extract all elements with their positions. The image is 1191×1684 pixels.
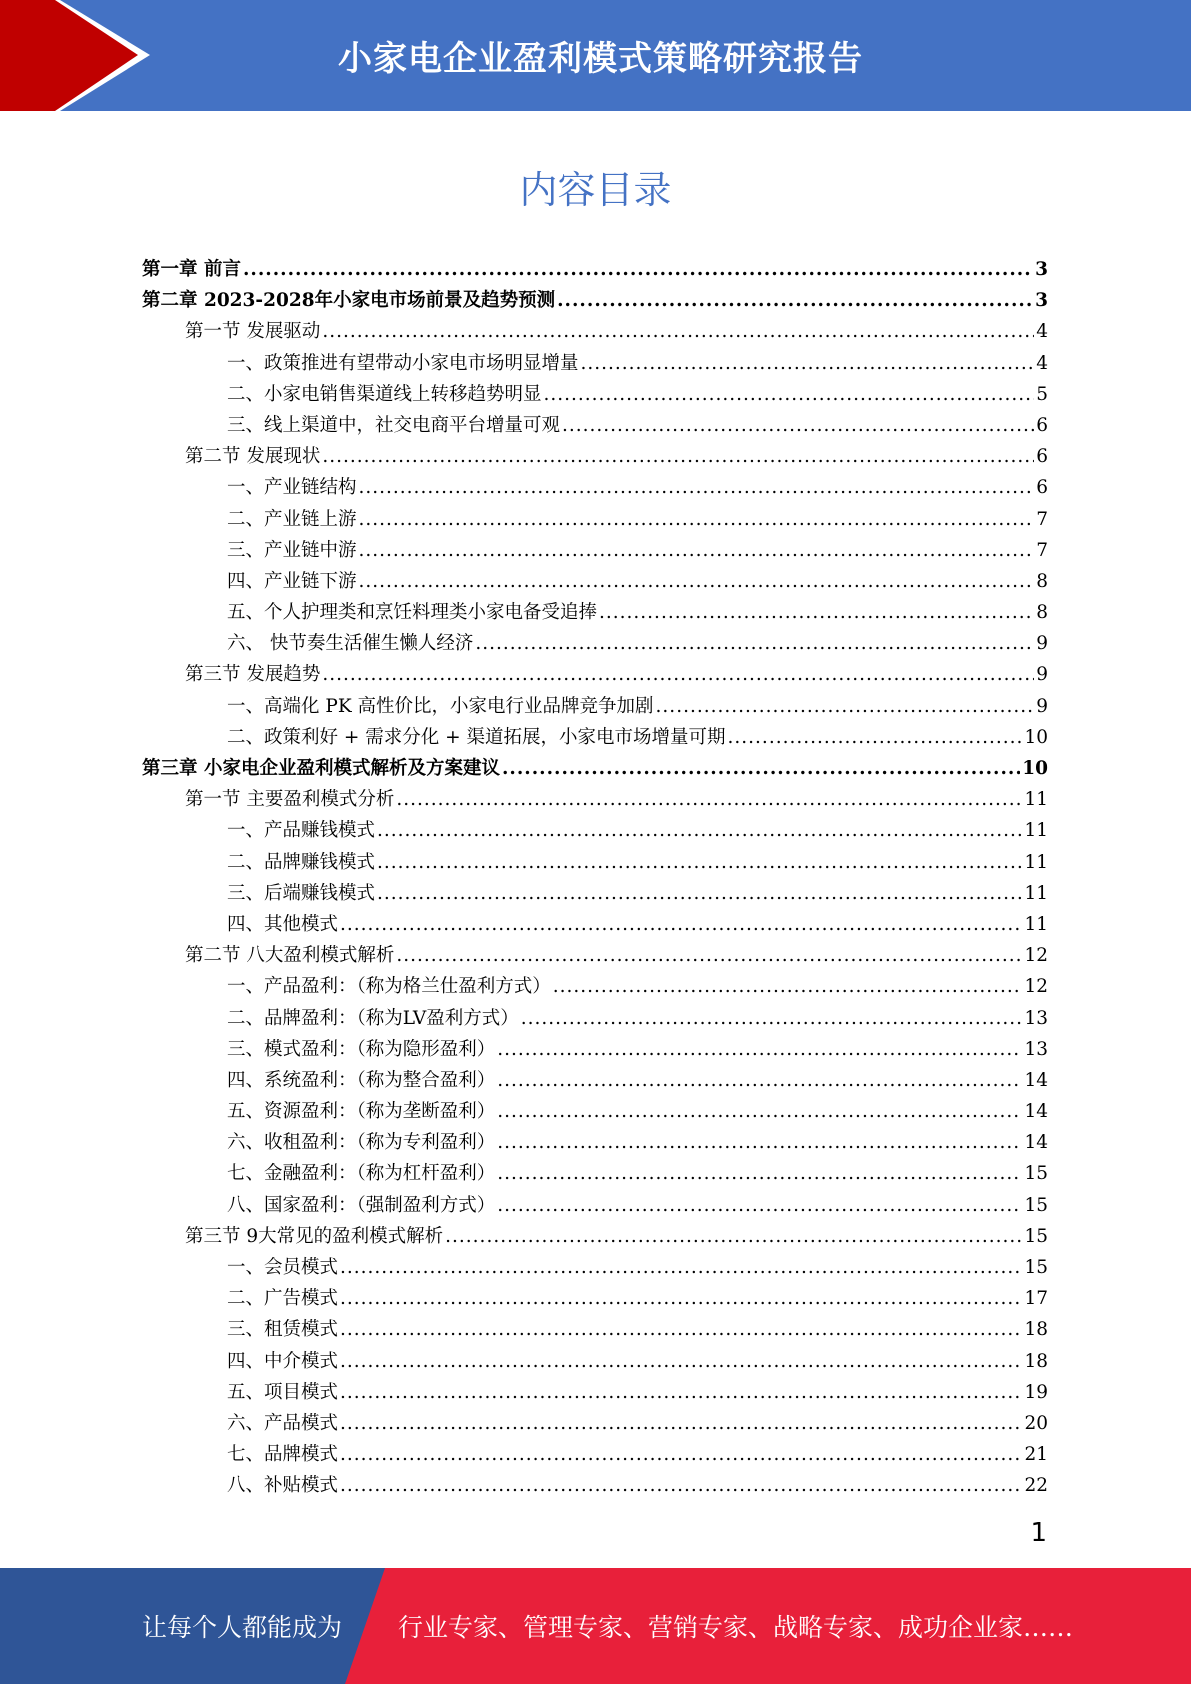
toc-entry[interactable] <box>142 535 1048 566</box>
toc-entry-text: 四、系统盈利：（称为整合盈利） <box>227 1069 496 1091</box>
toc-entry-text: 一、产品盈利：（称为格兰仕盈利方式） <box>227 976 551 998</box>
toc-leader-dots <box>322 441 1034 472</box>
toc-entry-page: 13 <box>1024 1007 1048 1029</box>
toc-leader-dots <box>521 1003 1023 1034</box>
toc-entry[interactable] <box>142 1127 1048 1158</box>
toc-leader-dots <box>322 659 1034 690</box>
toc-entry-text: 二、广告模式 <box>227 1288 339 1310</box>
toc-entry[interactable] <box>142 1314 1048 1345</box>
toc-entry[interactable] <box>142 1158 1048 1189</box>
toc-entry[interactable] <box>142 784 1048 815</box>
toc-entry-text: 第二章 2023-2028年小家电市场前景及趋势预测 <box>142 290 556 312</box>
toc-leader-dots <box>340 1346 1022 1377</box>
toc-leader-dots <box>497 1127 1022 1158</box>
toc-entry[interactable] <box>142 753 1048 784</box>
toc-entry[interactable] <box>142 441 1048 472</box>
toc-entry[interactable] <box>142 1377 1048 1408</box>
toc-entry-page: 14 <box>1024 1069 1048 1091</box>
toc-entry-page: 11 <box>1024 913 1048 935</box>
toc-entry[interactable] <box>142 691 1048 722</box>
toc-leader-dots <box>396 784 1022 815</box>
toc-entry-page: 11 <box>1024 851 1048 873</box>
report-title: 小家电企业盈利模式策略研究报告 <box>338 39 863 79</box>
toc-entry-text: 一、产品赚钱模式 <box>227 820 376 842</box>
toc-entry[interactable] <box>142 379 1048 410</box>
toc-entry-page: 15 <box>1024 1257 1048 1278</box>
toc-entry-page: 5 <box>1036 383 1048 405</box>
toc-entry-text: 二、品牌赚钱模式 <box>227 851 376 873</box>
toc-entry-page: 14 <box>1024 1132 1048 1154</box>
toc-entry-text: 一、高端化 PK 高性价比，小家电行业品牌竞争加剧 <box>227 695 654 717</box>
toc-entry-text: 八、补贴模式 <box>227 1475 339 1497</box>
toc-leader-dots <box>475 628 1034 659</box>
toc-entry[interactable] <box>142 1283 1048 1314</box>
toc-leader-dots <box>340 1252 1022 1283</box>
toc-entry[interactable] <box>142 659 1048 690</box>
toc-entry[interactable] <box>142 1003 1048 1034</box>
toc-leader-dots <box>581 348 1035 379</box>
toc-entry-text: 三、后端赚钱模式 <box>227 882 376 904</box>
toc-leader-dots <box>557 285 1033 316</box>
toc-entry-page: 12 <box>1024 976 1048 998</box>
toc-leader-dots <box>396 940 1022 971</box>
toc-entry-page: 15 <box>1024 1225 1048 1247</box>
toc-entry[interactable] <box>142 971 1048 1002</box>
toc-leader-dots <box>359 535 1035 566</box>
toc-entry[interactable] <box>142 878 1048 909</box>
toc-entry-text: 第一节 发展驱动 <box>185 321 321 343</box>
toc-entry-text: 四、其他模式 <box>227 913 339 935</box>
toc-entry-page: 7 <box>1036 508 1048 530</box>
toc-entry[interactable] <box>142 316 1048 347</box>
toc-entry[interactable] <box>142 722 1048 753</box>
footer-slogan-right: 行业专家、管理专家、营销专家、战略专家、成功企业家…… <box>398 1613 1074 1642</box>
toc-leader-dots <box>359 472 1035 503</box>
toc-entry[interactable] <box>142 815 1048 846</box>
toc-leader-dots <box>497 1096 1022 1127</box>
toc-leader-dots <box>599 597 1034 628</box>
toc-entry-page: 11 <box>1024 789 1048 811</box>
toc-entry-page: 10 <box>1024 726 1048 748</box>
toc-entry-text: 一、产业链结构 <box>227 477 357 499</box>
toc-entry-text: 四、产业链下游 <box>227 570 357 592</box>
toc-entry[interactable] <box>142 1252 1048 1283</box>
toc-entry[interactable] <box>142 504 1048 535</box>
toc-leader-dots <box>497 1034 1022 1065</box>
toc-entry-text: 二、品牌盈利：（称为LV盈利方式） <box>227 1007 519 1029</box>
toc-entry-text: 六、 快节奏生活催生懒人经济 <box>227 633 474 655</box>
toc-entry-page: 14 <box>1024 1101 1048 1123</box>
toc-entry[interactable] <box>142 628 1048 659</box>
toc-entry-text: 二、产业链上游 <box>227 508 357 530</box>
toc-entry-text: 一、会员模式 <box>227 1257 339 1278</box>
toc-entry-page: 18 <box>1024 1350 1048 1372</box>
toc-entry-page: 7 <box>1036 539 1048 561</box>
toc-entry-text: 四、中介模式 <box>227 1350 339 1372</box>
toc-leader-dots <box>656 691 1035 722</box>
toc-entry[interactable] <box>142 847 1048 878</box>
toc-entry[interactable] <box>142 1346 1048 1377</box>
toc-leader-dots <box>340 1314 1022 1345</box>
toc-entry-text: 第二节 八大盈利模式解析 <box>185 945 395 967</box>
toc-entry-page: 9 <box>1036 633 1048 655</box>
toc-leader-dots <box>562 410 1034 441</box>
toc-leader-dots <box>497 1190 1022 1221</box>
toc-entry-page: 20 <box>1024 1412 1048 1434</box>
toc-entry-text: 三、产业链中游 <box>227 539 357 561</box>
toc-entry-text: 六、产品模式 <box>227 1412 339 1434</box>
toc-leader-dots <box>340 1283 1022 1314</box>
toc-entry[interactable] <box>142 410 1048 441</box>
toc-entry-page: 22 <box>1024 1475 1048 1497</box>
toc-entry-text: 第三章 小家电企业盈利模式解析及方案建议 <box>142 758 500 779</box>
toc-leader-dots <box>322 316 1034 347</box>
toc-entry[interactable] <box>142 909 1048 940</box>
toc-entry-text: 第三节 发展趋势 <box>185 664 321 686</box>
toc-entry[interactable] <box>142 254 1048 285</box>
toc-leader-dots <box>445 1221 1022 1252</box>
toc-entry-text: 三、模式盈利：（称为隐形盈利） <box>227 1038 496 1060</box>
toc-entry-text: 七、品牌模式 <box>227 1444 339 1466</box>
toc-entry[interactable] <box>142 1439 1048 1470</box>
toc-entry-page: 6 <box>1036 477 1048 499</box>
toc-leader-dots <box>502 753 1020 784</box>
toc-entry[interactable] <box>142 1408 1048 1439</box>
toc-leader-dots <box>340 1439 1022 1470</box>
toc-entry-page: 6 <box>1036 414 1048 436</box>
page-number: 1 <box>1030 1518 1047 1548</box>
toc-entry-page: 4 <box>1036 321 1048 343</box>
toc-entry[interactable] <box>142 940 1048 971</box>
toc-entry-page: 11 <box>1024 882 1048 904</box>
page-header <box>0 0 1191 111</box>
toc-entry-page: 3 <box>1035 259 1048 280</box>
toc-entry[interactable] <box>142 1096 1048 1127</box>
toc-leader-dots <box>359 566 1035 597</box>
toc-leader-dots <box>544 379 1035 410</box>
toc-entry-text: 第一节 主要盈利模式分析 <box>185 789 395 811</box>
toc-entry-page: 8 <box>1036 602 1048 624</box>
toc-leader-dots <box>728 722 1023 753</box>
toc-entry-page: 17 <box>1024 1288 1048 1310</box>
toc-entry-text: 七、金融盈利：（称为杠杆盈利） <box>227 1163 496 1185</box>
toc-title: 内容目录 <box>519 168 672 212</box>
toc-leader-dots <box>377 847 1022 878</box>
toc-entry-text: 八、国家盈利：（强制盈利方式） <box>227 1194 496 1216</box>
toc-entry-page: 10 <box>1022 758 1048 779</box>
toc-entry-page: 19 <box>1024 1381 1048 1403</box>
toc-entry-page: 13 <box>1024 1038 1048 1060</box>
toc-entry-page: 9 <box>1036 664 1048 686</box>
page-footer <box>0 1568 1191 1684</box>
toc-entry[interactable] <box>142 348 1048 379</box>
toc-leader-dots <box>553 971 1023 1002</box>
toc-leader-dots <box>359 504 1035 535</box>
toc-entry-text: 五、项目模式 <box>227 1381 339 1403</box>
toc-entry[interactable] <box>142 1190 1048 1221</box>
toc-entry[interactable] <box>142 597 1048 628</box>
toc-entry-text: 三、租赁模式 <box>227 1319 339 1341</box>
toc-entry-page: 8 <box>1036 570 1048 592</box>
toc-entry[interactable] <box>142 1034 1048 1065</box>
toc-leader-dots <box>340 1408 1022 1439</box>
toc-entry-page: 6 <box>1036 446 1048 468</box>
toc-entry[interactable] <box>142 1470 1048 1501</box>
toc-leader-dots <box>243 254 1033 285</box>
toc-leader-dots <box>497 1065 1022 1096</box>
toc-entry-text: 二、政策利好 + 需求分化 + 渠道拓展，小家电市场增量可期 <box>227 726 726 748</box>
toc-leader-dots <box>340 1470 1022 1501</box>
toc-entry-page: 9 <box>1036 695 1048 717</box>
toc-entry-text: 第三节 9大常见的盈利模式解析 <box>185 1225 444 1247</box>
toc-entry-text: 二、小家电销售渠道线上转移趋势明显 <box>227 383 542 405</box>
toc-entry[interactable] <box>142 1065 1048 1096</box>
toc-entry-page: 12 <box>1024 945 1048 967</box>
toc-entry-text: 第二节 发展现状 <box>185 446 321 468</box>
toc-entry-text: 第一章 前言 <box>142 259 241 280</box>
toc-entry-text: 五、资源盈利：（称为垄断盈利） <box>227 1101 496 1123</box>
toc-entry[interactable] <box>142 472 1048 503</box>
toc-leader-dots <box>340 1377 1022 1408</box>
toc-entry-page: 15 <box>1024 1163 1048 1185</box>
toc-leader-dots <box>377 815 1022 846</box>
toc-entry[interactable] <box>142 285 1048 316</box>
footer-slogan-left: 让每个人都能成为 <box>142 1613 343 1642</box>
toc-entry[interactable] <box>142 566 1048 597</box>
toc-entry-text: 一、政策推进有望带动小家电市场明显增量 <box>227 352 579 374</box>
toc-entry-text: 六、收租盈利：（称为专利盈利） <box>227 1132 496 1154</box>
toc-entry-page: 11 <box>1024 820 1048 842</box>
toc-entry-text: 三、线上渠道中，社交电商平台增量可观 <box>227 414 561 436</box>
table-of-contents <box>142 254 1048 1502</box>
toc-entry-page: 21 <box>1024 1444 1048 1466</box>
toc-entry-text: 五、个人护理类和烹饪料理类小家电备受追捧 <box>227 602 598 624</box>
toc-leader-dots <box>340 909 1022 940</box>
toc-leader-dots <box>497 1158 1022 1189</box>
toc-entry-page: 4 <box>1036 352 1048 374</box>
toc-entry-page: 3 <box>1035 290 1048 312</box>
toc-leader-dots <box>377 878 1022 909</box>
toc-entry[interactable] <box>142 1221 1048 1252</box>
toc-entry-page: 18 <box>1024 1319 1048 1341</box>
toc-entry-page: 15 <box>1024 1194 1048 1216</box>
